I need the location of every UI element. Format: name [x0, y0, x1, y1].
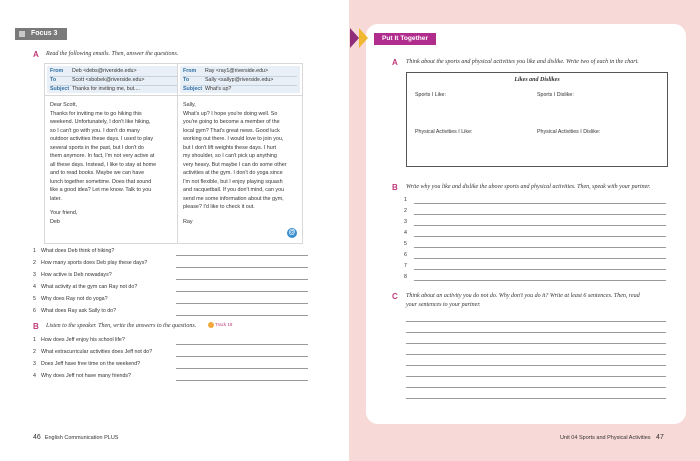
answer-line[interactable]	[176, 255, 308, 256]
answer-line[interactable]	[176, 303, 308, 304]
answer-line[interactable]	[176, 356, 308, 357]
section-c-instruction-line-2: your sentences to your partner.	[406, 302, 481, 308]
section-b-letter: B	[33, 322, 39, 331]
answer-line[interactable]	[176, 315, 308, 316]
answer-line[interactable]	[176, 380, 308, 381]
from-label: From	[183, 68, 197, 74]
from-label: From	[50, 68, 64, 74]
chevron-decoration	[350, 28, 359, 48]
line-number: 6	[404, 252, 407, 258]
writing-line[interactable]	[406, 343, 666, 344]
answer-line[interactable]	[176, 344, 308, 345]
email-line: all these days. Instead, I like to stay at home	[50, 161, 157, 168]
audio-icon	[208, 322, 214, 328]
from-value: Ray <ray1@riverside.edu>	[205, 68, 269, 74]
email-line: and to read books. Maybe we can have	[50, 170, 145, 176]
question-item: 2 What extracurricular activities does Jeff not do?	[33, 349, 153, 355]
email-greeting: Sally,	[183, 102, 196, 108]
writing-line[interactable]	[414, 236, 666, 237]
email-line: you're going to become a member of the	[183, 119, 280, 125]
from-value: Deb <debs@riverside.edu>	[72, 68, 137, 74]
question-item: 2 How many sports does Deb play these days?	[33, 260, 148, 266]
focus-tag: Focus 3	[15, 28, 67, 40]
section-c-instruction-line-1: Think about an activity you do not do. Why don't you do it? Write at least 6 sentences. Then, read	[406, 293, 640, 299]
writing-line[interactable]	[414, 214, 666, 215]
to-label: To	[50, 77, 57, 83]
email-line: several sports in the past, but I don't do	[50, 144, 144, 151]
email-line: working out there. I would love to join you,	[183, 136, 284, 142]
page-number: 46	[33, 434, 41, 441]
answer-line[interactable]	[176, 279, 308, 280]
to-value: Scott <sbobek@riverside.edu>	[72, 77, 145, 83]
email-closing: Your friend,	[50, 210, 78, 216]
question-item: 4 What activity at the gym can Ray not do?	[33, 284, 138, 290]
writing-line[interactable]	[406, 387, 666, 388]
email-card-ray	[178, 64, 302, 243]
subject-value: Thanks for inviting me, but....	[72, 86, 141, 92]
writing-line[interactable]	[414, 258, 666, 259]
email-line: my shoulder, so I can't pick up anything	[183, 153, 277, 159]
book-title: English Communication PLUS	[44, 435, 119, 441]
chart-title: Likes and Dislikes	[514, 77, 560, 83]
section-a-instruction: Read the following emails. Then, answer the questions.	[46, 51, 179, 57]
question-item: 1 How does Jeff enjoy his school life?	[33, 337, 125, 343]
line-number: 4	[404, 230, 407, 236]
writing-line[interactable]	[414, 203, 666, 204]
email-line: so I can't go with you. I don't do many	[50, 127, 140, 134]
line-number: 5	[404, 241, 407, 247]
put-it-together-tag: Put It Together	[374, 33, 436, 45]
email-line: local gym? That's great news. Good luck	[183, 127, 280, 134]
email-line: but I don't lift weights these days. I hurt	[183, 144, 277, 151]
answer-line[interactable]	[176, 291, 308, 292]
email-line: please? I'd like to check it out.	[183, 204, 255, 210]
email-header	[180, 66, 300, 93]
email-line: very heavy. But maybe I can do some other	[183, 161, 287, 168]
section-a-instruction: Think about the sports and physical activities you like and dislike. Write two of each in the chart.	[406, 59, 639, 65]
line-number: 3	[404, 219, 407, 225]
writing-line[interactable]	[406, 321, 666, 322]
unit-title: Sports and Physical Activities	[578, 435, 651, 441]
email-line: like a good idea? Let me know. Talk to you	[50, 187, 152, 193]
email-line: activities at the gym. I don't do yoga since	[183, 170, 283, 176]
line-number: 1	[404, 197, 407, 203]
writing-line[interactable]	[406, 332, 666, 333]
to-label: To	[183, 77, 190, 83]
line-number: 7	[404, 263, 407, 269]
line-number: 2	[404, 208, 407, 214]
section-b-instruction: Listen to the speaker. Then, write the answers to the questions.	[46, 323, 197, 329]
page-number: 47	[656, 434, 664, 441]
section-c-letter: C	[392, 292, 398, 301]
writing-line[interactable]	[414, 269, 666, 270]
writing-line[interactable]	[414, 225, 666, 226]
writing-line[interactable]	[414, 280, 666, 281]
subject-label: Subject	[50, 86, 70, 92]
question-item: 3 How active is Deb nowadays?	[33, 272, 112, 278]
writing-line[interactable]	[406, 354, 666, 355]
physical-like-label: Physical Activities I Like:	[415, 129, 473, 135]
email-body	[178, 95, 302, 243]
email-line: outdoor activities these days. I used to play	[50, 136, 154, 142]
email-signature: Deb	[50, 218, 60, 225]
line-number: 8	[404, 274, 407, 280]
unit-label: Unit 04	[560, 435, 578, 441]
answer-line[interactable]	[176, 368, 308, 369]
email-at-icon: @	[288, 229, 296, 236]
email-line: Thanks for inviting me to go hiking this	[50, 110, 142, 117]
section-a-letter: A	[392, 58, 398, 67]
email-greeting: Dear Scott,	[50, 102, 77, 108]
subject-label: Subject	[183, 86, 203, 92]
email-line: and racquetball. If you don't mind, can you	[183, 187, 285, 193]
email-line: I'm not flexible, but I enjoy playing squash	[183, 178, 283, 185]
email-line: lunch together sometime. Does that sound	[50, 178, 152, 185]
audio-track-badge[interactable]: Track 18	[208, 322, 232, 328]
question-item: 4 Why does Jeff not have many friends?	[33, 373, 131, 379]
writing-line[interactable]	[414, 247, 666, 248]
answer-line[interactable]	[176, 267, 308, 268]
to-value: Sally <sallyp@riverside.edu>	[205, 77, 274, 83]
physical-dislike-label: Physical Activities I Dislike:	[537, 129, 601, 135]
email-line: them anymore. In fact, I'm not very active at	[50, 153, 155, 159]
question-item: 6 What does Ray ask Sally to do?	[33, 308, 117, 314]
email-signature: Ray	[183, 218, 193, 225]
email-line: weekend. Unfortunately, I don't like hiking,	[50, 119, 151, 125]
email-line: later.	[50, 195, 62, 202]
question-item: 3 Does Jeff have free time on the weekend?	[33, 361, 141, 367]
chevron-decoration	[359, 28, 368, 48]
left-footer	[33, 434, 118, 441]
writing-line[interactable]	[406, 398, 666, 399]
writing-line[interactable]	[406, 376, 666, 377]
section-b-instruction: Write why you like and dislike the above sports and physical activities. Then, speak with your partner.	[406, 184, 651, 190]
email-line: What's up? I hope you're doing well. So	[183, 110, 278, 117]
email-line: send me some information about the gym,	[183, 195, 284, 202]
subject-value: What's up?	[205, 86, 232, 92]
question-item: 5 Why does Ray not do yoga?	[33, 296, 108, 302]
section-b-letter: B	[392, 183, 398, 192]
section-a-letter: A	[33, 50, 39, 59]
question-item: 1 What does Deb think of hiking?	[33, 248, 115, 254]
writing-line[interactable]	[406, 365, 666, 366]
sports-dislike-label: Sports I Dislike:	[537, 92, 574, 98]
right-footer	[560, 434, 668, 441]
sports-like-label: Sports I Like:	[415, 92, 446, 98]
likes-dislikes-chart	[406, 72, 668, 167]
